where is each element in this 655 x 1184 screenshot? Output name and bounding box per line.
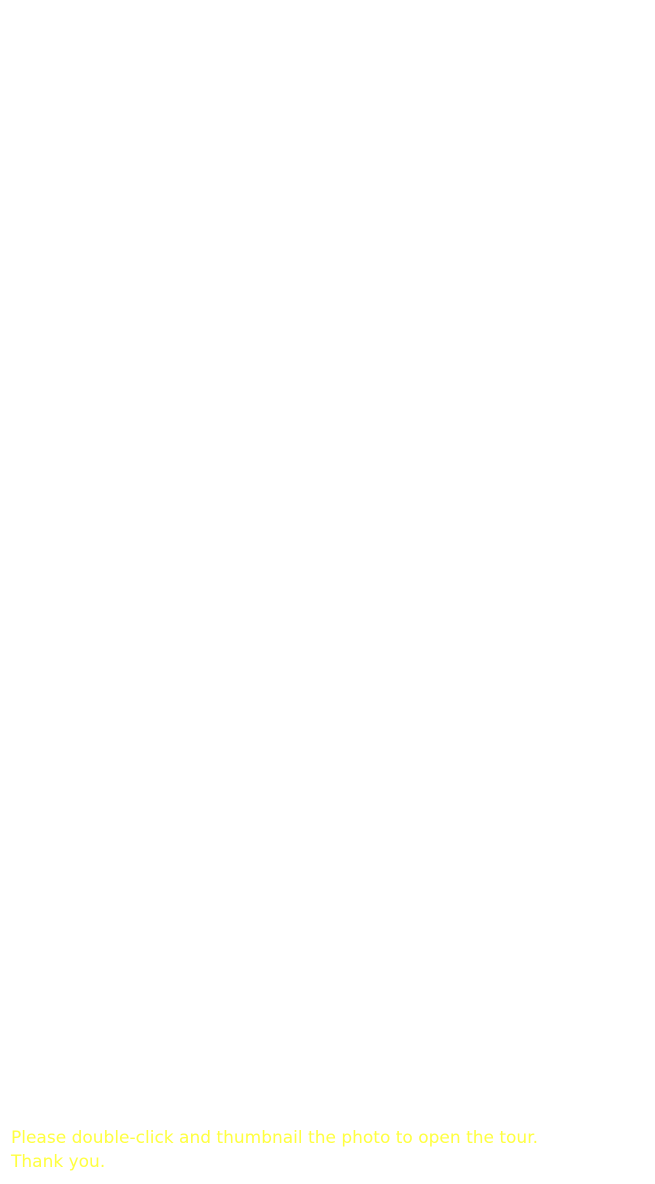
notice-line-2: Thank you. — [11, 1152, 106, 1172]
notice-line-1: Please double-click and thumbnail the photo to open the tour. — [11, 1128, 539, 1148]
tour-instruction-notice — [11, 1126, 631, 1174]
